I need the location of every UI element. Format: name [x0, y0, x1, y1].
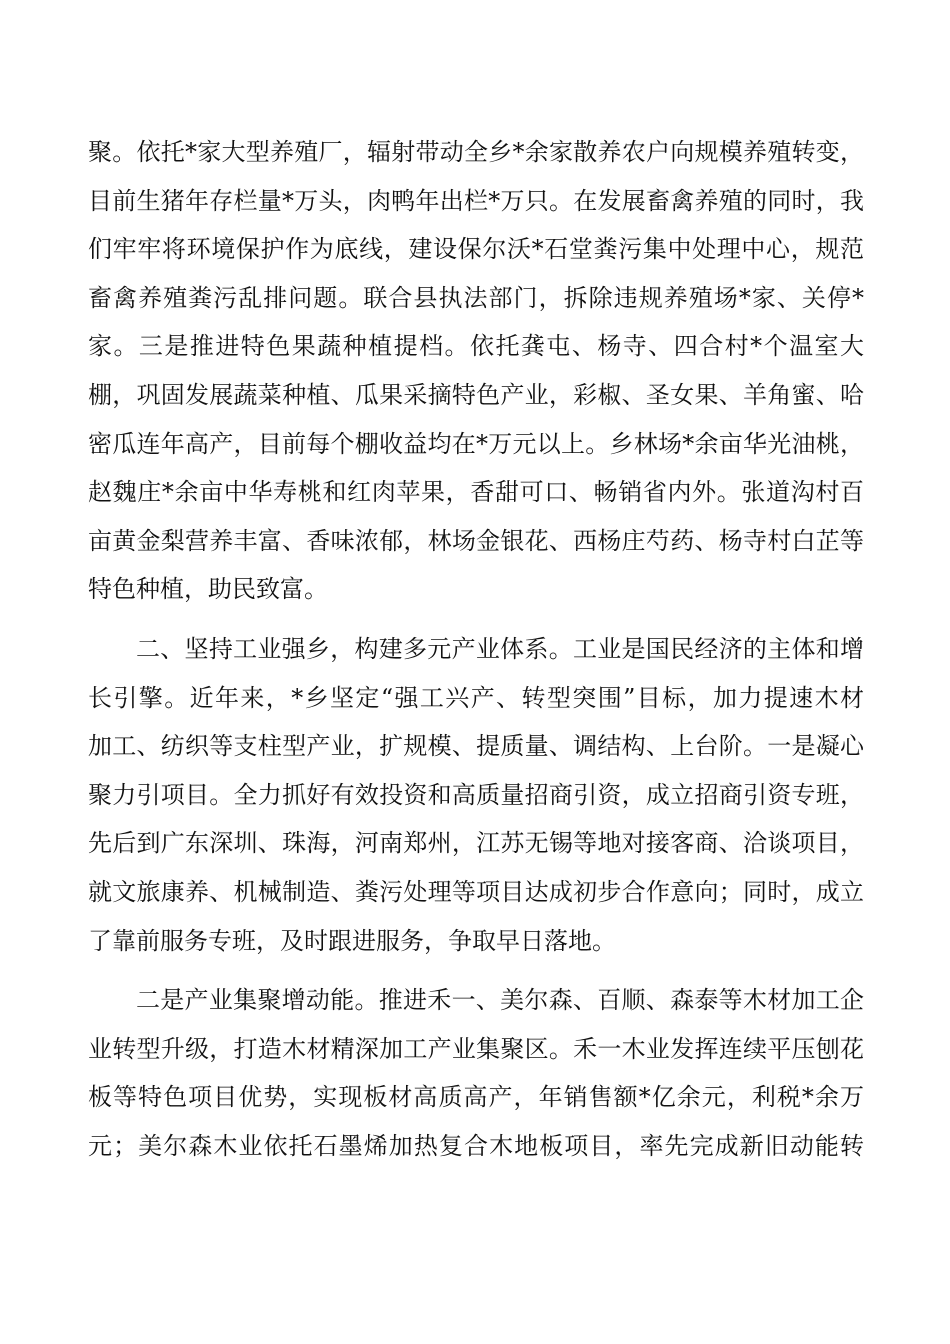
text-line: 亩黄金梨营养丰富、香味浓郁，林场金银花、西杨庄芍药、杨寺村白芷等	[88, 526, 864, 555]
text-line: 业转型升级，打造木材精深加工产业集聚区。禾一木业发挥连续平压刨花	[88, 1034, 864, 1063]
text-line: 板等特色项目优势，实现板材高质高产，年销售额*亿余元，利税*余万	[88, 1083, 864, 1112]
paragraph-spacing	[88, 614, 864, 625]
text-line: 二、坚持工业强乡，构建多元产业体系。工业是国民经济的主体和增	[136, 634, 864, 663]
paragraph-1	[88, 128, 864, 614]
text-line: 赵魏庄*余亩中华寿桃和红肉苹果，香甜可口、畅销省内外。张道沟村百	[88, 478, 864, 507]
text-line: 就文旅康养、机械制造、粪污处理等项目达成初步合作意向；同时，成立	[88, 877, 864, 906]
text-line: 密瓜连年高产，目前每个棚收益均在*万元以上。乡林场*余亩华光油桃，	[88, 429, 864, 458]
text-line: 目前生猪年存栏量*万头，肉鸭年出栏*万只。在发展畜禽养殖的同时，我	[88, 186, 864, 215]
text-line: 加工、纺织等支柱型产业，扩规模、提质量、调结构、上台阶。一是凝心	[88, 732, 864, 761]
paragraph-2	[88, 625, 864, 965]
text-line: 聚力引项目。全力抓好有效投资和高质量招商引资，成立招商引资专班，	[88, 780, 864, 809]
text-line: 元；美尔森木业依托石墨烯加热复合木地板项目，率先完成新旧动能转	[88, 1131, 864, 1160]
text-line: 了靠前服务专班，及时跟进服务，争取早日落地。	[88, 926, 616, 955]
text-line: 畜禽养殖粪污乱排问题。联合县执法部门，拆除违规养殖场*家、关停*	[88, 283, 864, 312]
text-line: 们牢牢将环境保护作为底线，建设保尔沃*石堂粪污集中处理中心，规范	[88, 235, 864, 264]
text-line: 家。三是推进特色果蔬种植提档。依托龚屯、杨寺、四合村*个温室大	[88, 332, 864, 361]
paragraph-3	[88, 976, 864, 1170]
text-line: 二是产业集聚增动能。推进禾一、美尔森、百顺、森泰等木材加工企	[136, 986, 864, 1015]
text-line: 棚，巩固发展蔬菜种植、瓜果采摘特色产业，彩椒、圣女果、羊角蜜、哈	[88, 380, 864, 409]
text-line: 特色种植，助民致富。	[88, 575, 328, 604]
text-line: 长引擎。近年来，*乡坚定“强工兴产、转型突围”目标，加力提速木材	[88, 683, 864, 712]
text-line: 先后到广东深圳、珠海，河南郑州，江苏无锡等地对接客商、洽谈项目，	[88, 829, 864, 858]
document-body	[88, 128, 864, 1170]
text-line: 聚。依托*家大型养殖厂，辐射带动全乡*余家散养农户向规模养殖转变，	[88, 138, 864, 166]
paragraph-spacing	[88, 965, 864, 976]
